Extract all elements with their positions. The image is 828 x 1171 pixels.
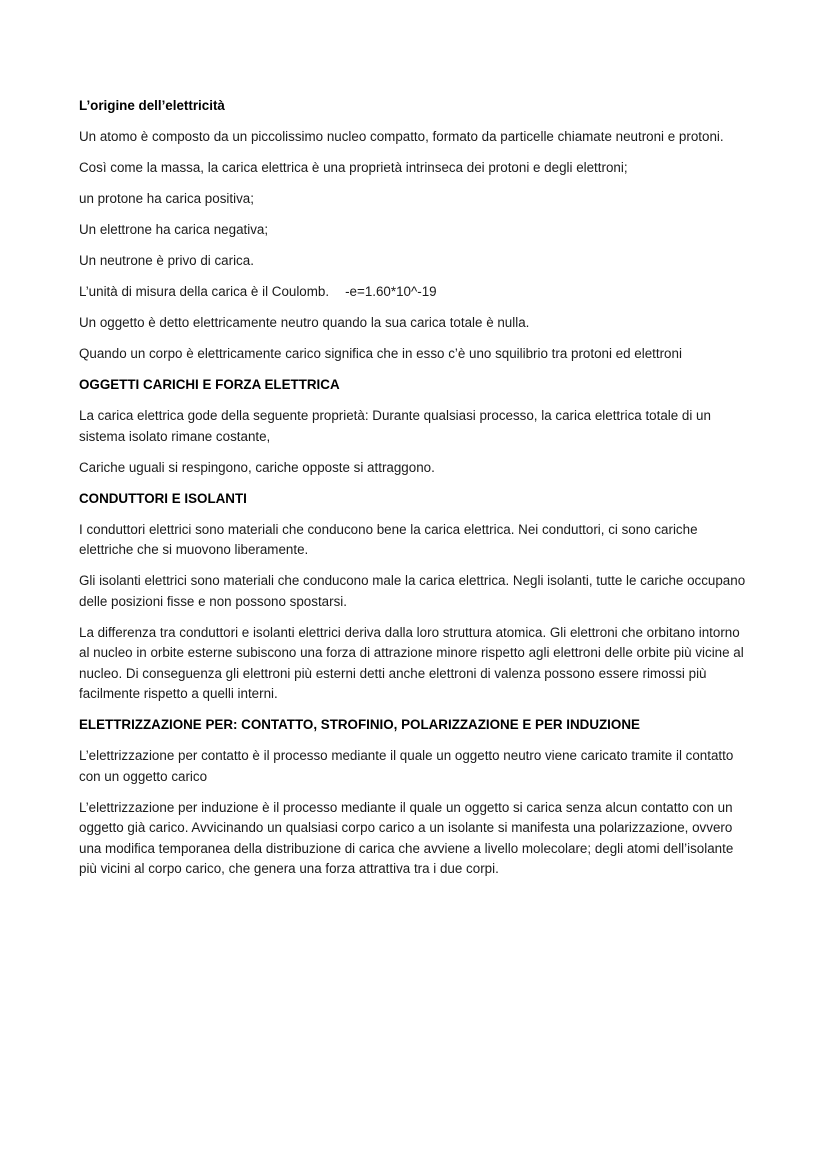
paragraph-electron: Un elettrone ha carica negativa; <box>79 222 269 237</box>
heading-conductors: CONDUTTORI E ISOLANTI <box>79 490 247 506</box>
paragraph-neutral: Un oggetto è detto elettricamente neutro quando la sua carica totale è nulla. <box>79 315 530 330</box>
paragraph-atom: Un atomo è composto da un piccolissimo nucleo compatto, formato da particelle chiamate neutroni e protoni. <box>79 129 724 144</box>
paragraph-mass: Così come la massa, la carica elettrica è una proprietà intrinseca dei protoni e degli elettroni; <box>79 160 628 175</box>
unit-text: L’unità di misura della carica è il Coulomb. <box>79 284 330 299</box>
paragraph-unit <box>79 282 747 303</box>
paragraph-neutron: Un neutrone è privo di carica. <box>79 253 254 268</box>
charge-formula: -e=1.60*10^-19 <box>345 284 437 299</box>
paragraph-proton: un protone ha carica positiva; <box>79 191 254 206</box>
paragraph-insulators: Gli isolanti elettrici sono materiali che conducono male la carica elettrica. Negli isolanti, tutte le cariche occupano delle posizioni fisse e non possono spostarsi. <box>79 573 746 609</box>
paragraph-charge-interaction: Cariche uguali si respingono, cariche opposte si attraggono. <box>79 459 435 475</box>
paragraph-contact: L’elettrizzazione per contatto è il processo mediante il quale un oggetto neutro viene caricato tramite il contatto con un oggetto carico <box>79 748 734 784</box>
paragraph-induction: L’elettrizzazione per induzione è il processo mediante il quale un oggetto si carica senza alcun contatto con un oggetto già carico. Avvicinando un qualsiasi corpo carico a un isolante si manifesta una polarizzazione, ovvero una modifica temporanea della distribuzione di carica che avviene a livello molecolare; degli atomi dell’isolante più vicini al corpo carico, che genera una forza attrattiva tra i due corpi. <box>79 799 734 876</box>
heading-electrification: ELETTRIZZAZIONE PER: CONTATTO, STROFINIO, POLARIZZAZIONE E PER INDUZIONE <box>79 717 640 732</box>
paragraph-difference: La differenza tra conduttori e isolanti elettrici deriva dalla loro struttura atomica. Gli elettroni che orbitano intorno al nucleo in orbite esterne subiscono una forza di attrazione minore rispetto agli elettroni delle orbite più vicine al nucleo. Di conseguenza gli elettroni più esterni detti anche elettroni di valenza possono essere rimossi più facilmente rispetto a quelli interni. <box>79 624 744 701</box>
paragraph-charge-conservation: La carica elettrica gode della seguente proprietà: Durante qualsiasi processo, la carica elettrica totale di un sistema isolato rimane costante, <box>79 408 711 444</box>
paragraph-charged: Quando un corpo è elettricamente carico significa che in esso c’è uno squilibrio tra protoni ed elettroni <box>79 346 682 361</box>
heading-charged-objects: OGGETTI CARICHI E FORZA ELETTRICA <box>79 377 340 392</box>
document-title: L’origine dell’elettricità <box>79 98 225 113</box>
document-page <box>79 96 747 890</box>
paragraph-conductors: I conduttori elettrici sono materiali che conducono bene la carica elettrica. Nei conduttori, ci sono cariche elettriche che si muovono liberamente. <box>79 521 698 557</box>
